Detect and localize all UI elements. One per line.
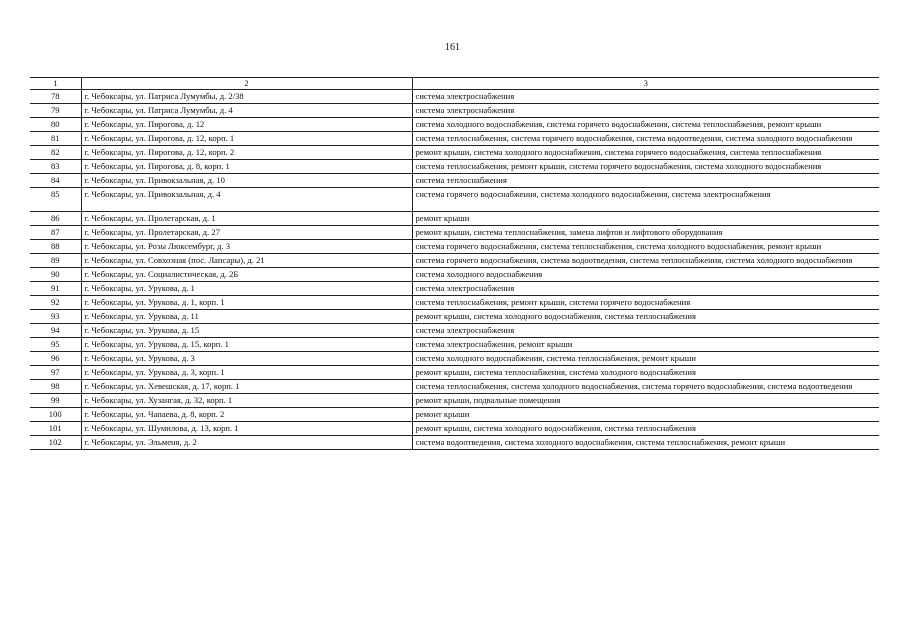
table-row — [30, 268, 879, 282]
row-address: г. Чебоксары, ул. Урукова, д. 15, корп. 1 — [81, 338, 412, 352]
row-address: г. Чебоксары, ул. Урукова, д. 15 — [81, 324, 412, 338]
row-address: г. Чебоксары, ул. Пирогова, д. 12, корп. 2 — [81, 146, 412, 160]
table-row — [30, 254, 879, 268]
row-number: 102 — [30, 436, 81, 450]
housing-repair-table — [30, 77, 879, 450]
row-number: 84 — [30, 174, 81, 188]
row-address: г. Чебоксары, ул. Шумилова, д. 13, корп. 1 — [81, 422, 412, 436]
row-number: 80 — [30, 118, 81, 132]
row-number: 82 — [30, 146, 81, 160]
row-number: 81 — [30, 132, 81, 146]
table-row — [30, 174, 879, 188]
row-number: 92 — [30, 296, 81, 310]
row-number: 96 — [30, 352, 81, 366]
row-works: ремонт крыши, система холодного водоснабжения, система теплоснабжения — [412, 422, 879, 436]
row-number: 91 — [30, 282, 81, 296]
row-address: г. Чебоксары, ул. Совхозная (пос. Лапсары), д. 21 — [81, 254, 412, 268]
table-row — [30, 310, 879, 324]
row-works: система холодного водоснабжения, система теплоснабжения, ремонт крыши — [412, 352, 879, 366]
table-row — [30, 352, 879, 366]
table-row — [30, 324, 879, 338]
row-number: 83 — [30, 160, 81, 174]
row-number: 78 — [30, 90, 81, 104]
row-number: 99 — [30, 394, 81, 408]
table-row — [30, 90, 879, 104]
page-number: 161 — [445, 42, 460, 53]
row-works: система электроснабжения — [412, 104, 879, 118]
row-address: г. Чебоксары, ул. Пирогова, д. 12 — [81, 118, 412, 132]
row-address: г. Чебоксары, ул. Пролетарская, д. 1 — [81, 212, 412, 226]
row-number: 97 — [30, 366, 81, 380]
row-address: г. Чебоксары, ул. Пролетарская, д. 27 — [81, 226, 412, 240]
row-address: г. Чебоксары, ул. Патриса Лумумбы, д. 4 — [81, 104, 412, 118]
table-row — [30, 366, 879, 380]
row-works: ремонт крыши, система теплоснабжения, система холодного водоснабжения — [412, 366, 879, 380]
row-works: ремонт крыши, система холодного водоснабжения, система теплоснабжения — [412, 310, 879, 324]
row-address: г. Чебоксары, ул. Урукова, д. 11 — [81, 310, 412, 324]
table-row — [30, 146, 879, 160]
table-row — [30, 422, 879, 436]
row-address: г. Чебоксары, ул. Привокзальная, д. 10 — [81, 174, 412, 188]
row-works: система водоотведения, система холодного водоснабжения, система теплоснабжения, ремонт крыши — [412, 436, 879, 450]
row-works: система теплоснабжения, ремонт крыши, система горячего водоснабжения, система холодного водоснабжения — [412, 160, 879, 174]
row-works: система теплоснабжения, ремонт крыши, система горячего водоснабжения — [412, 296, 879, 310]
row-address: г. Чебоксары, ул. Привокзальная, д. 4 — [81, 188, 412, 212]
column-header-2: 2 — [81, 78, 412, 90]
table-row — [30, 380, 879, 394]
row-works: система горячего водоснабжения, система теплоснабжения, система холодного водоснабжения, ремонт крыши — [412, 240, 879, 254]
row-number: 93 — [30, 310, 81, 324]
row-works: ремонт крыши, система холодного водоснабжения, система горячего водоснабжения, система теплоснабжения — [412, 146, 879, 160]
row-address: г. Чебоксары, ул. Урукова, д. 3 — [81, 352, 412, 366]
row-works: ремонт крыши, подвальные помещения — [412, 394, 879, 408]
table-row — [30, 436, 879, 450]
table-row — [30, 338, 879, 352]
row-works: система электроснабжения — [412, 282, 879, 296]
row-address: г. Чебоксары, ул. Патриса Лумумбы, д. 2/38 — [81, 90, 412, 104]
row-works: система холодного водоснабжения, система горячего водоснабжения, система теплоснабжения, ремонт крыши — [412, 118, 879, 132]
row-address: г. Чебоксары, ул. Эльменя, д. 2 — [81, 436, 412, 450]
row-number: 85 — [30, 188, 81, 212]
row-address: г. Чебоксары, ул. Пирогова, д. 8, корп. 1 — [81, 160, 412, 174]
table-row — [30, 282, 879, 296]
row-number: 94 — [30, 324, 81, 338]
table-row — [30, 226, 879, 240]
row-works: система электроснабжения, ремонт крыши — [412, 338, 879, 352]
column-header-3: 3 — [412, 78, 879, 90]
row-works: ремонт крыши — [412, 408, 879, 422]
row-works: система электроснабжения — [412, 90, 879, 104]
row-works: система холодного водоснабжения — [412, 268, 879, 282]
row-number: 90 — [30, 268, 81, 282]
row-address: г. Чебоксары, ул. Хевешская, д. 17, корп. 1 — [81, 380, 412, 394]
row-address: г. Чебоксары, ул. Урукова, д. 1 — [81, 282, 412, 296]
row-number: 95 — [30, 338, 81, 352]
row-address: г. Чебоксары, ул. Розы Люксембург, д. 3 — [81, 240, 412, 254]
row-number: 100 — [30, 408, 81, 422]
row-works: система горячего водоснабжения, система холодного водоснабжения, система электроснабжения — [412, 188, 879, 212]
row-address: г. Чебоксары, ул. Урукова, д. 1, корп. 1 — [81, 296, 412, 310]
row-number: 88 — [30, 240, 81, 254]
table-row — [30, 240, 879, 254]
table-row — [30, 394, 879, 408]
row-works: система теплоснабжения, система горячего водоснабжения, система водоотведения, система холодного водоснабжения — [412, 132, 879, 146]
row-address: г. Чебоксары, ул. Социалистическая, д. 2Б — [81, 268, 412, 282]
row-works: система горячего водоснабжения, система водоотведения, система теплоснабжения, система холодного водоснабжения — [412, 254, 879, 268]
table-row — [30, 188, 879, 212]
row-works: ремонт крыши, система теплоснабжения, замена лифтов и лифтового оборудования — [412, 226, 879, 240]
table-row — [30, 104, 879, 118]
table-header-row — [30, 78, 879, 90]
row-works: система теплоснабжения, система холодного водоснабжения, система горячего водоснабжения, система водоотведения — [412, 380, 879, 394]
row-number: 98 — [30, 380, 81, 394]
table-row — [30, 132, 879, 146]
column-header-1: 1 — [30, 78, 81, 90]
row-works: система электроснабжения — [412, 324, 879, 338]
table-row — [30, 296, 879, 310]
table-row — [30, 212, 879, 226]
table-row — [30, 408, 879, 422]
row-number: 79 — [30, 104, 81, 118]
row-address: г. Чебоксары, ул. Урукова, д. 3, корп. 1 — [81, 366, 412, 380]
table-row — [30, 160, 879, 174]
row-number: 89 — [30, 254, 81, 268]
row-works: система теплоснабжения — [412, 174, 879, 188]
row-works: ремонт крыши — [412, 212, 879, 226]
row-address: г. Чебоксары, ул. Хузангая, д. 32, корп. 1 — [81, 394, 412, 408]
table-row — [30, 118, 879, 132]
row-number: 101 — [30, 422, 81, 436]
row-address: г. Чебоксары, ул. Пирогова, д. 12, корп. 1 — [81, 132, 412, 146]
row-number: 86 — [30, 212, 81, 226]
row-address: г. Чебоксары, ул. Чапаева, д. 8, корп. 2 — [81, 408, 412, 422]
row-number: 87 — [30, 226, 81, 240]
